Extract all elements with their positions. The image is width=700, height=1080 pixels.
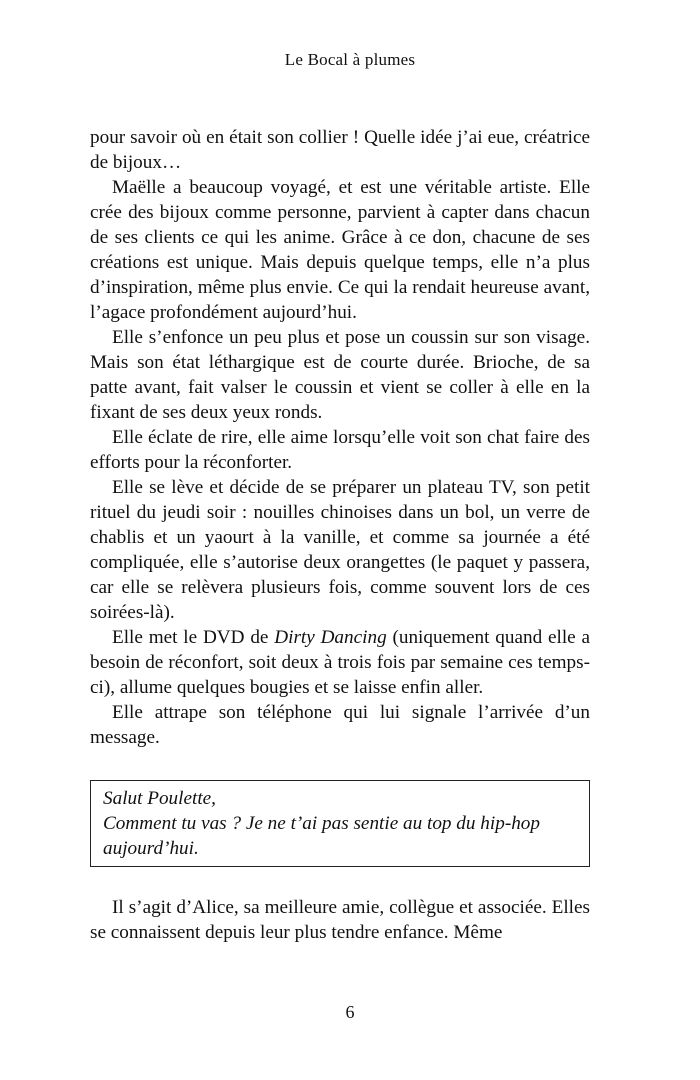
paragraph-5: Elle se lève et décide de se préparer un plateau TV, son petit rituel du jeudi soir : nouilles chinoises dans un bol, un verre de chablis et un yaourt à la vanille, et comme sa journée a été compliquée, elle s’autorise deux orangettes (le paquet y passera, car elle se relèvera plusieurs fois, comme souvent lors de ces soirées-là). (90, 477, 590, 623)
running-head: Le Bocal à plumes (284, 50, 416, 69)
paragraph-3: Elle s’enfonce un peu plus et pose un coussin sur son visage. Mais son état léthargique est de courte durée. Brioche, de sa patte avant, fait valser le coussin et vient se coller à elle en la fixant de ses deux yeux ronds. (90, 327, 590, 423)
message-body: Comment tu vas ? Je ne t’ai pas sentie au top du hip-hop aujourd’hui. (103, 813, 540, 859)
dvd-text-after: (uniquement quand elle a besoin de réconfort, soit deux à trois fois par semaine ces temps-ci), allume quelques bougies et se laisse enfin aller. (90, 627, 590, 698)
movie-title: Dirty Dancing (274, 627, 387, 648)
paragraph-phone: Elle attrape son téléphone qui lui signale l’arrivée d’un message. (90, 702, 590, 748)
paragraph-dvd (90, 625, 590, 700)
paragraph-2: Maëlle a beaucoup voyagé, et est une véritable artiste. Elle crée des bijoux comme personne, parvient à capter dans chacun de ses clients ce qui les anime. Grâce à ce don, chacune de ses créations est unique. Mais depuis quelque temps, elle n’a plus d’inspiration, même plus envie. Ce qui la rendait heureuse avant, l’agace profondément aujourd’hui. (90, 177, 590, 323)
body-text (90, 125, 590, 945)
paragraph-4: Elle éclate de rire, elle aime lorsqu’elle voit son chat faire des efforts pour la réconforter. (90, 427, 590, 473)
paragraph-closing: Il s’agit d’Alice, sa meilleure amie, collègue et associée. Elles se connaissent depuis leur plus tendre enfance. Même (90, 897, 590, 943)
page-number: 6 (345, 1002, 355, 1022)
text-message-box (90, 780, 590, 867)
paragraph-1: pour savoir où en était son collier ! Quelle idée j’ai eue, créatrice de bijoux… (90, 127, 590, 173)
message-greeting: Salut Poulette, (103, 788, 216, 809)
dvd-text-before: Elle met le DVD de (112, 627, 275, 648)
